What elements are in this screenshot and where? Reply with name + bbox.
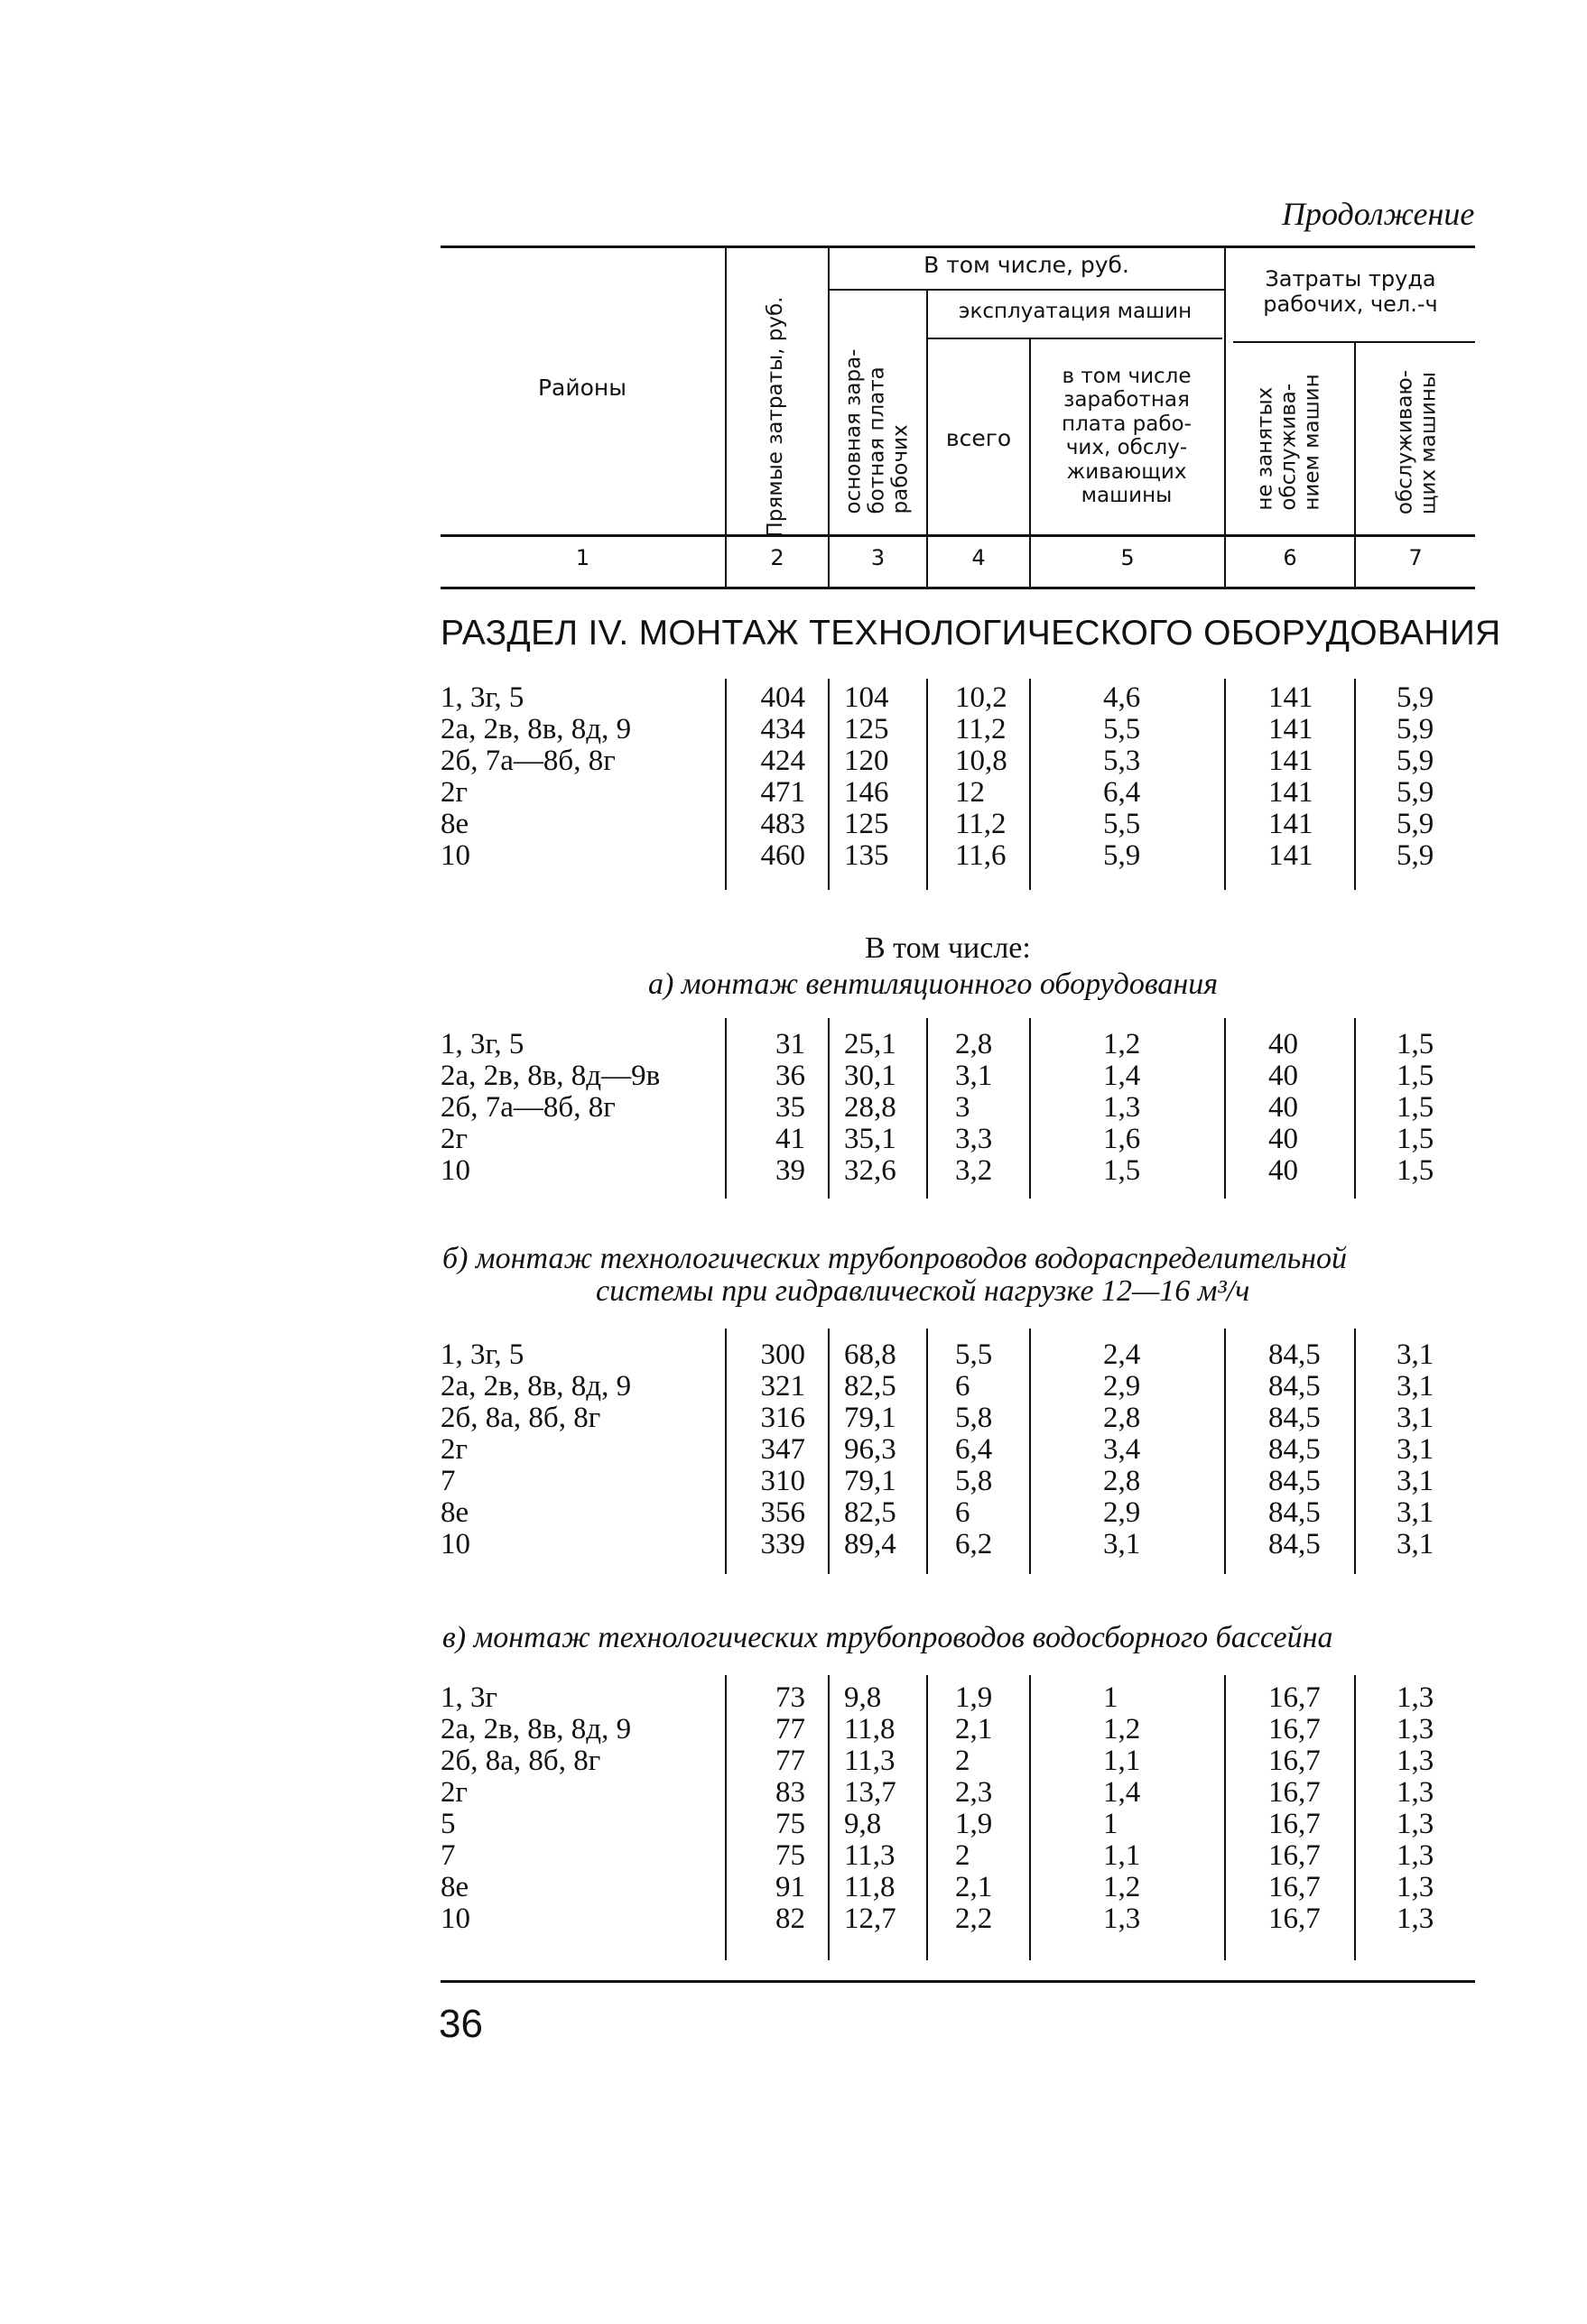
district-cell: 8е (441, 808, 469, 840)
value-cell: 5,8 (955, 1402, 993, 1434)
sub-a-title: а) монтаж вентиляционного оборудования (648, 968, 1219, 1001)
value-cell: 1,9 (955, 1681, 993, 1714)
value-cell: 1,3 (1397, 1713, 1434, 1745)
value-cell: 13,7 (844, 1776, 896, 1809)
value-cell: 40 (1268, 1028, 1298, 1060)
value-cell: 11,3 (844, 1745, 896, 1777)
district-cell: 2б, 7а—8б, 8г (441, 745, 616, 777)
value-cell: 2 (955, 1839, 970, 1872)
value-cell: 1 (1103, 1681, 1118, 1714)
value-cell: 79,1 (844, 1465, 896, 1497)
value-cell: 135 (844, 839, 889, 872)
value-cell: 104 (844, 681, 889, 714)
value-cell: 11,2 (955, 808, 1007, 840)
sub-c-title: в) монтаж технологических трубопроводов водосборного бассейна (442, 1621, 1333, 1654)
value-cell: 39 (775, 1154, 805, 1187)
value-cell: 2 (955, 1745, 970, 1777)
value-cell: 2,8 (1103, 1402, 1141, 1434)
value-cell: 3,1 (1397, 1338, 1434, 1371)
value-cell: 84,5 (1268, 1338, 1321, 1371)
value-cell: 3,1 (1397, 1402, 1434, 1434)
value-cell: 5,9 (1397, 808, 1434, 840)
table-row (0, 1124, 1587, 1155)
value-cell: 1,2 (1103, 1028, 1141, 1060)
district-cell: 7 (441, 1465, 456, 1497)
district-cell: 2а, 2в, 8в, 8д, 9 (441, 1713, 632, 1745)
value-cell: 1,4 (1103, 1776, 1141, 1809)
value-cell: 40 (1268, 1154, 1298, 1187)
table-row (0, 809, 1587, 840)
district-cell: 1, 3г, 5 (441, 681, 524, 714)
value-cell: 16,7 (1268, 1871, 1321, 1903)
value-cell: 6 (955, 1370, 970, 1403)
value-cell: 2,9 (1103, 1370, 1141, 1403)
value-cell: 1,1 (1103, 1839, 1141, 1872)
table-row (0, 1777, 1587, 1809)
serving-header: обслуживаю- щих машины (1393, 369, 1440, 515)
column-number: 7 (1408, 545, 1423, 570)
value-cell: 10,8 (955, 745, 1007, 777)
value-cell: 1,3 (1397, 1745, 1434, 1777)
value-cell: 1,9 (955, 1808, 993, 1840)
value-cell: 5,9 (1397, 839, 1434, 872)
value-cell: 125 (844, 808, 889, 840)
value-cell: 41 (775, 1123, 805, 1155)
value-cell: 424 (760, 745, 805, 777)
district-cell: 2б, 8а, 8б, 8г (441, 1745, 601, 1777)
value-cell: 3 (955, 1091, 970, 1124)
value-cell: 1,2 (1103, 1713, 1141, 1745)
value-cell: 6,4 (1103, 776, 1141, 809)
table-row (0, 1060, 1587, 1092)
value-cell: 3,1 (1397, 1496, 1434, 1529)
value-cell: 5,3 (1103, 745, 1141, 777)
value-cell: 84,5 (1268, 1402, 1321, 1434)
value-cell: 1,5 (1397, 1060, 1434, 1092)
value-cell: 28,8 (844, 1091, 896, 1124)
column-number: 3 (870, 545, 886, 570)
value-cell: 1,3 (1397, 1776, 1434, 1809)
value-cell: 1 (1103, 1808, 1118, 1840)
value-cell: 77 (775, 1745, 805, 1777)
value-cell: 3,1 (1397, 1370, 1434, 1403)
value-cell: 82,5 (844, 1370, 896, 1403)
value-cell: 2,3 (955, 1776, 993, 1809)
direct-costs-text: Прямые затраты, руб. (764, 296, 788, 538)
value-cell: 16,7 (1268, 1776, 1321, 1809)
value-cell: 1,3 (1397, 1871, 1434, 1903)
value-cell: 1,3 (1397, 1808, 1434, 1840)
table-row (0, 1434, 1587, 1466)
table-bottom-rule (441, 1980, 1475, 1983)
table-row (0, 714, 1587, 745)
incl-rub-rule (829, 289, 1224, 291)
district-cell: 2б, 7а—8б, 8г (441, 1091, 616, 1124)
value-cell: 316 (760, 1402, 805, 1434)
value-cell: 2,1 (955, 1871, 993, 1903)
including-label: В том числе: (865, 931, 1031, 965)
value-cell: 141 (1268, 839, 1313, 872)
value-cell: 32,6 (844, 1154, 896, 1187)
value-cell: 84,5 (1268, 1496, 1321, 1529)
value-cell: 404 (760, 681, 805, 714)
column-number: 6 (1283, 545, 1297, 570)
header-bottom-rule (441, 534, 1475, 537)
value-cell: 321 (760, 1370, 805, 1403)
value-cell: 141 (1268, 808, 1313, 840)
table-row (0, 1745, 1587, 1777)
value-cell: 3,4 (1103, 1433, 1141, 1466)
value-cell: 25,1 (844, 1028, 896, 1060)
value-cell: 339 (760, 1528, 805, 1560)
table-row (0, 1840, 1587, 1872)
value-cell: 40 (1268, 1123, 1298, 1155)
value-cell: 16,7 (1268, 1681, 1321, 1714)
value-cell: 146 (844, 776, 889, 809)
table-row (0, 1029, 1587, 1060)
value-cell: 6 (955, 1496, 970, 1529)
value-cell: 75 (775, 1808, 805, 1840)
district-cell: 8е (441, 1871, 469, 1903)
value-cell: 471 (760, 776, 805, 809)
value-cell: 12,7 (844, 1903, 896, 1935)
value-cell: 1,3 (1397, 1681, 1434, 1714)
value-cell: 3,1 (1103, 1528, 1141, 1560)
value-cell: 40 (1268, 1091, 1298, 1124)
value-cell: 77 (775, 1713, 805, 1745)
table-row (0, 1403, 1587, 1434)
value-cell: 84,5 (1268, 1465, 1321, 1497)
machine-operation-header: эксплуатация машин (958, 300, 1193, 323)
value-cell: 73 (775, 1681, 805, 1714)
district-cell: 10 (441, 839, 470, 872)
table-row (0, 1809, 1587, 1840)
sub-b-title-line2: системы при гидравлической нагрузке 12—16 м³/ч (596, 1274, 1250, 1308)
district-cell: 2г (441, 1123, 469, 1155)
column-number: 4 (971, 545, 986, 570)
value-cell: 5,8 (955, 1465, 993, 1497)
table-row (0, 1682, 1587, 1714)
district-cell: 8е (441, 1496, 469, 1529)
page-number: 36 (439, 2002, 483, 2046)
header-top-rule (441, 245, 1475, 248)
machine-op-rule (926, 338, 1222, 339)
value-cell: 9,8 (844, 1808, 882, 1840)
value-cell: 1,3 (1103, 1091, 1141, 1124)
table-row (0, 1497, 1587, 1529)
value-cell: 68,8 (844, 1338, 896, 1371)
value-cell: 84,5 (1268, 1528, 1321, 1560)
value-cell: 1,1 (1103, 1745, 1141, 1777)
value-cell: 3,2 (955, 1154, 993, 1187)
total-header: всего (945, 425, 1012, 451)
table-row (0, 1903, 1587, 1935)
column-number: 1 (575, 545, 590, 570)
value-cell: 5,9 (1397, 681, 1434, 714)
value-cell: 1,5 (1103, 1154, 1141, 1187)
value-cell: 1,3 (1103, 1903, 1141, 1935)
table-row (0, 1339, 1587, 1371)
value-cell: 434 (760, 713, 805, 745)
table-row (0, 1092, 1587, 1124)
value-cell: 3,1 (955, 1060, 993, 1092)
district-cell: 10 (441, 1528, 470, 1560)
districts-header: Районы (537, 375, 627, 401)
value-cell: 347 (760, 1433, 805, 1466)
value-cell: 483 (760, 808, 805, 840)
value-cell: 5,5 (1103, 808, 1141, 840)
value-cell: 11,2 (955, 713, 1007, 745)
district-cell: 1, 3г, 5 (441, 1028, 524, 1060)
value-cell: 5,9 (1397, 776, 1434, 809)
value-cell: 16,7 (1268, 1713, 1321, 1745)
value-cell: 79,1 (844, 1402, 896, 1434)
value-cell: 141 (1268, 776, 1313, 809)
district-cell: 1, 3г (441, 1681, 498, 1714)
value-cell: 125 (844, 713, 889, 745)
table-row (0, 1155, 1587, 1187)
value-cell: 1,6 (1103, 1123, 1141, 1155)
district-cell: 7 (441, 1839, 456, 1872)
incl-wage-header: в том числе заработная плата рабо- чих, обслу- живающих машины (1062, 365, 1192, 508)
district-cell: 2г (441, 1433, 469, 1466)
value-cell: 84,5 (1268, 1370, 1321, 1403)
value-cell: 5,9 (1397, 745, 1434, 777)
value-cell: 16,7 (1268, 1808, 1321, 1840)
value-cell: 3,3 (955, 1123, 993, 1155)
value-cell: 3,1 (1397, 1465, 1434, 1497)
value-cell: 460 (760, 839, 805, 872)
value-cell: 16,7 (1268, 1839, 1321, 1872)
value-cell: 1,4 (1103, 1060, 1141, 1092)
value-cell: 11,6 (955, 839, 1007, 872)
labor-costs-header: Затраты труда рабочих, чел.-ч (1263, 266, 1438, 317)
value-cell: 4,6 (1103, 681, 1141, 714)
district-cell: 5 (441, 1808, 456, 1840)
district-cell: 2б, 8а, 8б, 8г (441, 1402, 601, 1434)
value-cell: 1,5 (1397, 1028, 1434, 1060)
value-cell: 3,1 (1397, 1433, 1434, 1466)
value-cell: 35 (775, 1091, 805, 1124)
value-cell: 91 (775, 1871, 805, 1903)
value-cell: 300 (760, 1338, 805, 1371)
value-cell: 1,5 (1397, 1091, 1434, 1124)
value-cell: 89,4 (844, 1528, 896, 1560)
district-cell: 2г (441, 776, 469, 809)
value-cell: 2,2 (955, 1903, 993, 1935)
value-cell: 2,1 (955, 1713, 993, 1745)
district-cell: 2г (441, 1776, 469, 1809)
value-cell: 5,9 (1397, 713, 1434, 745)
value-cell: 75 (775, 1839, 805, 1872)
value-cell: 141 (1268, 681, 1313, 714)
column-number: 5 (1120, 545, 1135, 570)
value-cell: 11,3 (844, 1839, 896, 1872)
value-cell: 11,8 (844, 1871, 896, 1903)
value-cell: 3,1 (1397, 1528, 1434, 1560)
section-title: РАЗДЕЛ IV. МОНТАЖ ТЕХНОЛОГИЧЕСКОГО ОБОРУДОВАНИЯ (441, 614, 1501, 653)
continuation-label: Продолжение (1282, 196, 1475, 232)
header-vline (828, 245, 830, 587)
value-cell: 356 (760, 1496, 805, 1529)
value-cell: 82,5 (844, 1496, 896, 1529)
not-serving-header: не занятых обслужива- нием машин (1253, 374, 1323, 511)
table-row (0, 745, 1587, 777)
table-row (0, 1714, 1587, 1745)
value-cell: 310 (760, 1465, 805, 1497)
value-cell: 2,9 (1103, 1496, 1141, 1529)
colnum-bottom-rule (441, 587, 1475, 589)
value-cell: 16,7 (1268, 1745, 1321, 1777)
value-cell: 1,5 (1397, 1123, 1434, 1155)
value-cell: 5,5 (955, 1338, 993, 1371)
district-cell: 10 (441, 1903, 470, 1935)
value-cell: 36 (775, 1060, 805, 1092)
value-cell: 1,5 (1397, 1154, 1434, 1187)
value-cell: 2,8 (955, 1028, 993, 1060)
district-cell: 1, 3г, 5 (441, 1338, 524, 1371)
value-cell: 6,4 (955, 1433, 993, 1466)
value-cell: 96,3 (844, 1433, 896, 1466)
district-cell: 2а, 2в, 8в, 8д, 9 (441, 1370, 632, 1403)
table-row (0, 1872, 1587, 1903)
direct-costs-header (765, 296, 788, 537)
value-cell: 84,5 (1268, 1433, 1321, 1466)
value-cell: 141 (1268, 745, 1313, 777)
value-cell: 31 (775, 1028, 805, 1060)
value-cell: 141 (1268, 713, 1313, 745)
value-cell: 1,2 (1103, 1871, 1141, 1903)
value-cell: 2,8 (1103, 1465, 1141, 1497)
value-cell: 2,4 (1103, 1338, 1141, 1371)
column-number: 2 (770, 545, 784, 570)
district-cell: 2а, 2в, 8в, 8д, 9 (441, 713, 632, 745)
district-cell: 10 (441, 1154, 470, 1187)
value-cell: 30,1 (844, 1060, 896, 1092)
value-cell: 6,2 (955, 1528, 993, 1560)
value-cell: 35,1 (844, 1123, 896, 1155)
incl-rub-header: В том числе, руб. (923, 252, 1129, 278)
value-cell: 1,3 (1397, 1903, 1434, 1935)
basic-wage-header: основная зара- ботная плата рабочих (841, 348, 912, 514)
value-cell: 12 (955, 776, 985, 809)
table-row (0, 1529, 1587, 1560)
district-cell: 2а, 2в, 8в, 8д—9в (441, 1060, 661, 1092)
value-cell: 1,3 (1397, 1839, 1434, 1872)
value-cell: 16,7 (1268, 1903, 1321, 1935)
value-cell: 9,8 (844, 1681, 882, 1714)
table-row (0, 777, 1587, 809)
table-row (0, 682, 1587, 714)
value-cell: 120 (844, 745, 889, 777)
table-row (0, 840, 1587, 872)
value-cell: 82 (775, 1903, 805, 1935)
value-cell: 10,2 (955, 681, 1007, 714)
table-row (0, 1371, 1587, 1403)
value-cell: 5,9 (1103, 839, 1141, 872)
value-cell: 83 (775, 1776, 805, 1809)
value-cell: 40 (1268, 1060, 1298, 1092)
value-cell: 11,8 (844, 1713, 896, 1745)
value-cell: 5,5 (1103, 713, 1141, 745)
table-row (0, 1466, 1587, 1497)
header-vline (725, 245, 727, 587)
sub-b-title-line1: б) монтаж технологических трубопроводов водораспределительной (442, 1242, 1348, 1275)
